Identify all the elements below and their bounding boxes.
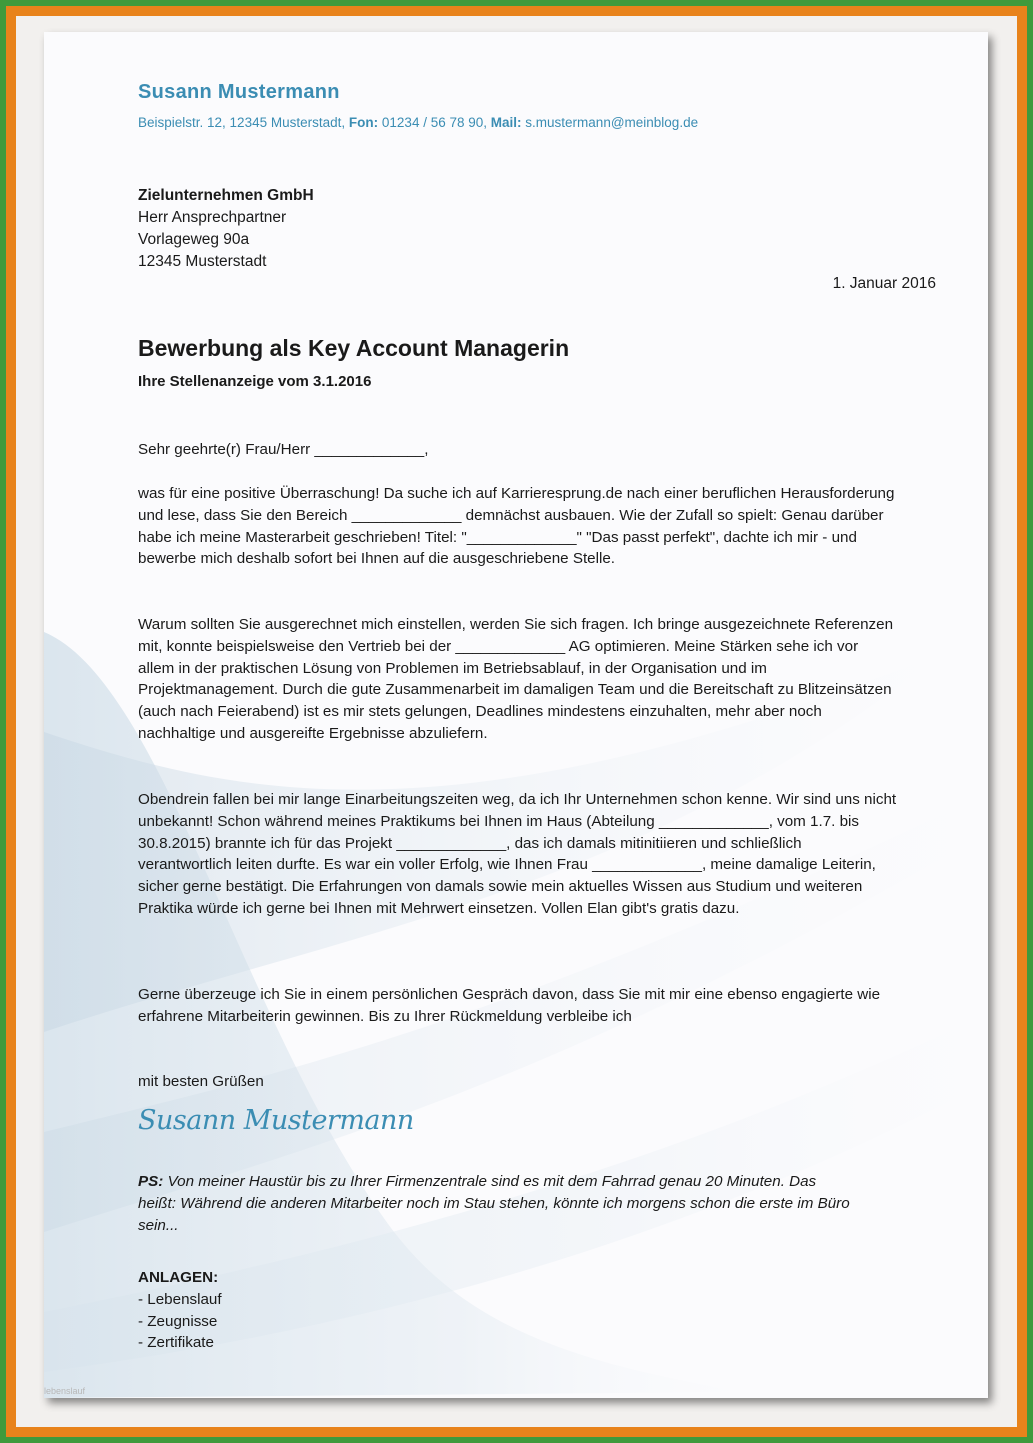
attachments bbox=[138, 1267, 222, 1354]
sender-name: Susann Mustermann bbox=[138, 81, 340, 103]
sender-address: Beispielstr. 12, 12345 Musterstadt, bbox=[138, 115, 346, 130]
watermark-text: lebenslauf bbox=[44, 1386, 86, 1396]
recipient-city: 12345 Musterstadt bbox=[138, 253, 267, 270]
paragraph-2: Warum sollten Sie ausgerechnet mich einstellen, werden Sie sich fragen. Ich bringe ausgezeichnete Referenzen mit, konnte beispielsweise den Vertrieb bei der _____________ AG optimieren. Meine Stärken sehe ich vor allem in der praktischen Lösung von Problemen im Betriebsablauf, in der Organisation und im Projektmanagement. Durch die gute Zusammenarbeit im damaligen Team und die Bereitschaft zu Blitzeinsätzen (auch nach Feierabend) ist es mir stets gelungen, Deadlines mindestens einzuhalten, mehr aber noch nachhaltige und ausgereifte Ergebnisse abzuliefern. bbox=[138, 616, 894, 742]
signature: Susann Mustermann bbox=[138, 1105, 414, 1136]
sender-phone: 01234 / 56 78 90, bbox=[381, 115, 487, 130]
list-item: - Zertifikate bbox=[138, 1334, 214, 1352]
letter-subsubject: Ihre Stellenanzeige vom 3.1.2016 bbox=[138, 373, 372, 390]
phone-label: Fon: bbox=[348, 115, 379, 130]
ps-label: PS: bbox=[138, 1173, 164, 1190]
paragraph-4: Gerne überzeuge ich Sie in einem persönlichen Gespräch davon, dass Sie mit mir eine ebenso engagierte wie erfahrene Mitarbeiterin gewinnen. Bis zu Ihrer Rückmeldung verbleibe ich bbox=[138, 986, 881, 1025]
recipient-street: Vorlageweg 90a bbox=[138, 231, 250, 248]
postscript bbox=[138, 1171, 858, 1236]
paragraph-3: Obendrein fallen bei mir lange Einarbeitungszeiten weg, da ich Ihr Unternehmen schon kenne. Wir sind uns nicht unbekannt! Schon während meines Praktikums bei Ihnen im Haus (Abteilung _____________, vom 1.7. bis 30.8.2015) brannte ich für das Projekt _____________, das ich damals mitinitiieren und schließlich verantwortlich leiten durfte. Es war ein voller Erfolg, wie Ihnen Frau _____________, meine damalige Leiterin, sicher gerne bestätigt. Die Erfahrungen von damals sowie mein aktuelles Wissen aus Studium und weiteren Praktika würde ich gerne bei Ihnen mit Mehrwert einsetzen. Vollen Elan gibt's gratis dazu. bbox=[138, 791, 897, 917]
recipient-address bbox=[138, 185, 314, 273]
sender-mail: s.mustermann@meinblog.de bbox=[525, 115, 699, 130]
list-item: - Lebenslauf bbox=[138, 1290, 222, 1308]
sender-contact-line bbox=[138, 112, 698, 134]
letter-subject: Bewerbung als Key Account Managerin bbox=[138, 335, 570, 361]
attachments-heading: ANLAGEN: bbox=[138, 1269, 219, 1286]
closing: mit besten Grüßen bbox=[138, 1073, 264, 1090]
letter-page bbox=[44, 32, 988, 1398]
attachments-list bbox=[138, 1289, 222, 1354]
ps-text: Von meiner Haustür bis zu Ihrer Firmenzentrale sind es mit dem Fahrrad genau 20 Minuten. Das heißt: Während die anderen Mitarbeiter noch im Stau stehen, könnte ich morgens schon die erste im Büro sein... bbox=[138, 1173, 850, 1234]
mail-label: Mail: bbox=[490, 115, 522, 130]
paragraph-1: was für eine positive Überraschung! Da suche ich auf Karrieresprung.de nach einer beruflichen Herausforderung und lese, dass Sie den Bereich _____________ demnächst ausbauen. Wie der Zufall so spielt: Genau darüber habe ich meine Masterarbeit geschrieben! Titel: "_____________" "Das passt perfekt", dachte ich mir - und bewerbe mich deshalb sofort bei Ihnen auf die ausgeschriebene Stelle. bbox=[138, 485, 895, 568]
recipient-company: Zielunternehmen GmbH bbox=[138, 187, 314, 204]
salutation: Sehr geehrte(r) Frau/Herr _____________, bbox=[138, 441, 429, 458]
list-item: - Zeugnisse bbox=[138, 1312, 218, 1330]
recipient-contact: Herr Ansprechpartner bbox=[138, 209, 287, 226]
letter-date: 1. Januar 2016 bbox=[832, 275, 936, 292]
